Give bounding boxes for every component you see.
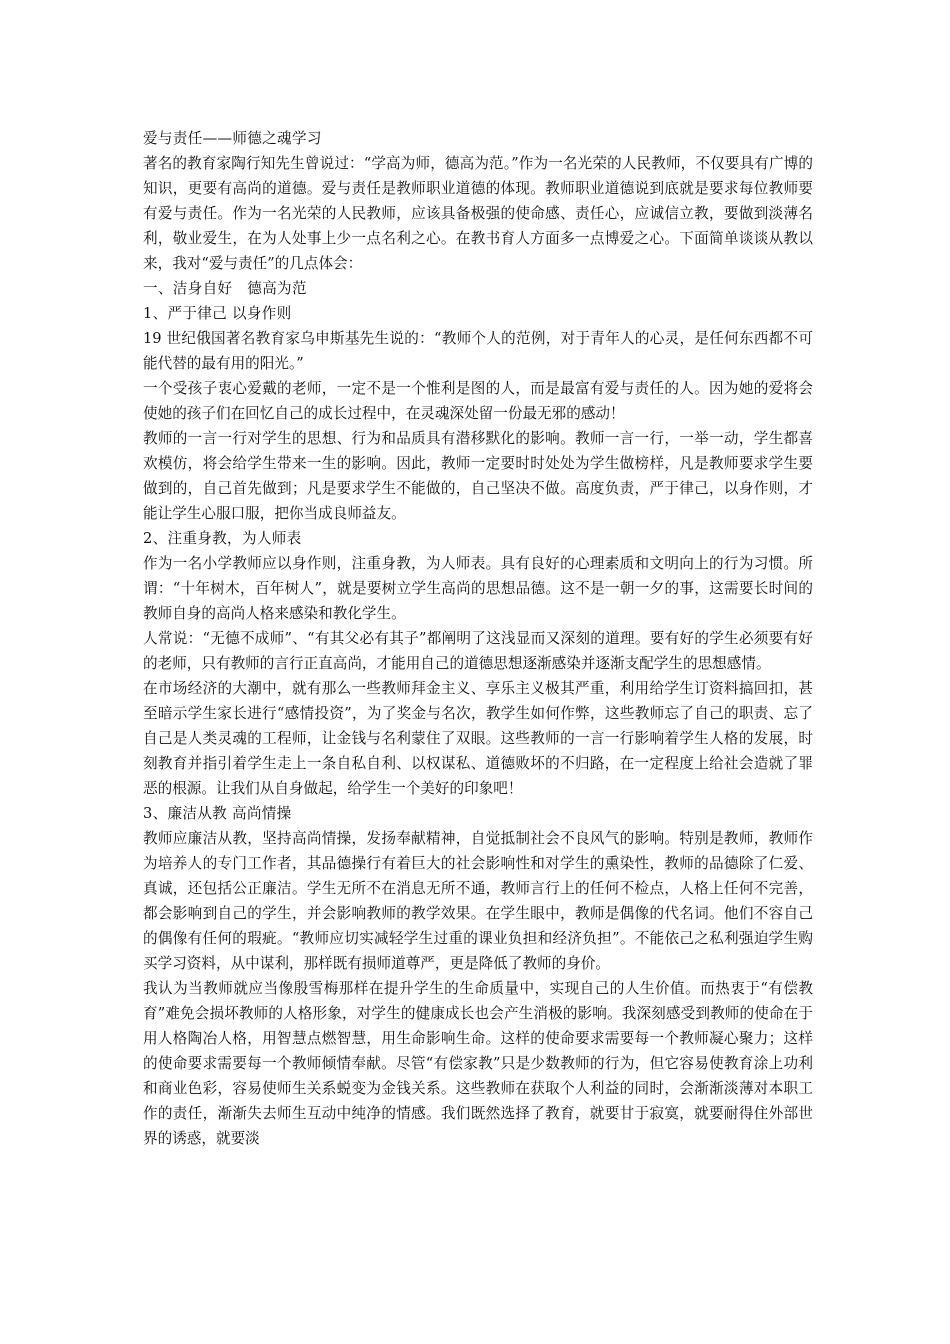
section-heading-1: 一、洁身自好 德高为范: [143, 280, 307, 297]
paragraph: 在市场经济的大潮中，就有那么一些教师拜金主义、享乐主义极其严重，利用给学生订资料搞回扣，甚至暗示学生家长进行“感情投资”，为了奖金与名次，教学生如何作弊，这些教师忘了自己的职责、忘了自己是人类灵魂的工程师，让金钱与名利蒙住了双眼。这些教师的一言一行影响着学生人格的发展，时刻教育并指引着学生走上一条自私自利、以权谋私、道德败坏的不归路，在一定程度上给社会造就了罪恶的根源。让我们从自身做起，给学生一个美好的印象吧！: [143, 680, 813, 797]
paragraph: 教师应廉洁从教，坚持高尚情操，发扬奉献精神，自觉抵制社会不良风气的影响。特别是教师，教师作为培养人的专门工作者，其品德操行有着巨大的社会影响性和对学生的熏染性，教师的品德除了仁爱、真诚，还包括公正廉洁。学生无所不在消息无所不通，教师言行上的任何不检点，人格上任何不完善，都会影响到自己的学生，并会影响教师的教学效果。在学生眼中，教师是偶像的代名词。他们不容自己的偶像有任何的瑕疵。“教师应切实减轻学生过重的课业负担和经济负担”。不能依己之私利强迫学生购买学习资料，从中谋利，那样既有损师道尊严，更是降低了教师的身价。: [143, 830, 813, 972]
paragraph: 我认为当教师就应当像殷雪梅那样在提升学生的生命质量中，实现自己的人生价值。而热衷于“有偿教育”难免会损坏教师的人格形象，对学生的健康成长也会产生消极的影响。我深刻感受到教师的使命在于用人格陶冶人格，用智慧点燃智慧，用生命影响生命。这样的使命要求需要每一个教师凝心聚力；这样的使命要求需要每一个教师倾情奉献。尽管“有偿家教”只是少数教师的行为，但它容易使教育涂上功利和商业色彩，容易使师生关系蜕变为金钱关系。这些教师在获取个人利益的同时，会渐渐淡薄对本职工作的责任，渐渐失去师生互动中纯净的情感。我们既然选择了教育，就要甘于寂寞，就要耐得住外部世界的诱惑，就要淡: [143, 980, 813, 1147]
subsection-heading-1-3: 3、廉洁从教 高尚情操: [143, 805, 292, 822]
paragraph: 教师的一言一行对学生的思想、行为和品质具有潜移默化的影响。教师一言一行，一举一动，学生都喜欢模仿，将会给学生带来一生的影响。因此，教师一定要时时处处为学生做榜样，凡是教师要求学生要做到的，自己首先做到；凡是要求学生不能做的，自己坚决不做。高度负责，严于律己，以身作则，才能让学生心服口服，把你当成良师益友。: [143, 430, 813, 522]
paragraph: 人常说：“无德不成师”、“有其父必有其子”都阐明了这浅显而又深刻的道理。要有好的学生必须要有好的老师，只有教师的言行正直高尚，才能用自己的道德思想逐渐感染并逐渐支配学生的思想感情。: [143, 630, 813, 672]
document-body: [143, 126, 813, 1151]
subsection-heading-1-1: 1、严于律己 以身作则: [143, 305, 292, 322]
paragraph-quote: 19 世纪俄国著名教育家乌申斯基先生说的：“教师个人的范例，对于青年人的心灵，是任何东西都不可能代替的最有用的阳光。”: [143, 330, 813, 372]
paragraph-intro: 著名的教育家陶行知先生曾说过：“学高为师，德高为范。”作为一名光荣的人民教师，不仅要具有广博的知识，更要有高尚的道德。爱与责任是教师职业道德的体现。教师职业道德说到底就是要求每位教师要有爱与责任。作为一名光荣的人民教师，应该具备极强的使命感、责任心，应诚信立教，要做到淡薄名利，敬业爱生，在为人处事上少一点名利之心。在教书育人方面多一点博爱之心。下面简单谈谈从教以来，我对“爱与责任”的几点体会：: [143, 155, 813, 272]
document-title: 爱与责任——师德之魂学习: [143, 130, 322, 147]
paragraph: 作为一名小学教师应以身作则，注重身教，为人师表。具有良好的心理素质和文明向上的行为习惯。所谓：“十年树木，百年树人”，就是要树立学生高尚的思想品德。这不是一朝一夕的事，这需要长时间的教师自身的高尚人格来感染和教化学生。: [143, 555, 813, 622]
paragraph: 一个受孩子衷心爱戴的老师，一定不是一个惟利是图的人，而是最富有爱与责任的人。因为她的爱将会使她的孩子们在回忆自己的成长过程中，在灵魂深处留一份最无邪的感动！: [143, 380, 813, 422]
subsection-heading-1-2: 2、注重身教，为人师表: [143, 530, 302, 547]
